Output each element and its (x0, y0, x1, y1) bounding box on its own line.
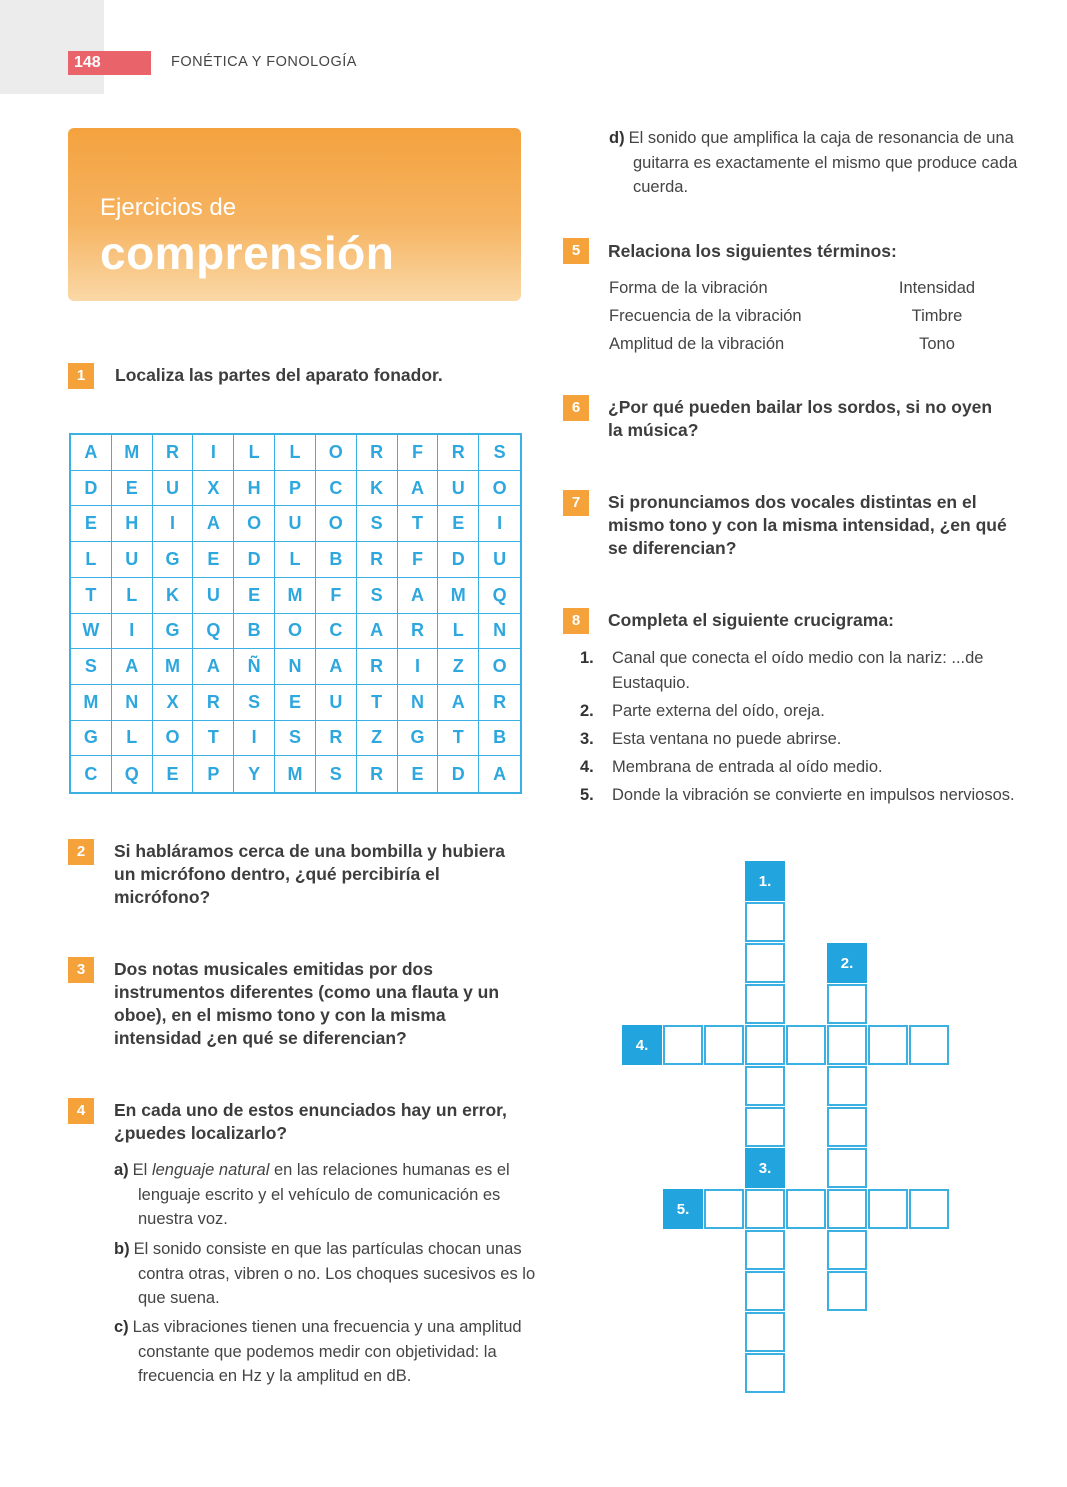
question-5-text: Relaciona los siguientes términos: (608, 241, 897, 261)
word-search-letter: O (316, 435, 357, 471)
word-search-letter: M (275, 578, 316, 614)
relate-right-item: Tono (919, 335, 955, 353)
crossword-cell[interactable] (909, 1025, 949, 1065)
crossword-cell[interactable] (745, 1025, 785, 1065)
word-search-letter: B (234, 614, 275, 650)
clue-item (580, 755, 1040, 780)
word-search-letter: G (153, 614, 194, 650)
statement-a (114, 1158, 543, 1232)
word-search-letter: F (398, 435, 439, 471)
word-search-letter: L (234, 435, 275, 471)
corner-shade (0, 0, 104, 94)
question-3-number: 3 (68, 957, 94, 983)
banner-line2: comprensión (100, 227, 395, 279)
word-search-letter: T (71, 578, 112, 614)
word-search-letter: S (234, 685, 275, 721)
clue-item (580, 783, 1040, 808)
word-search-letter: I (112, 614, 153, 650)
word-search-letter: U (275, 506, 316, 542)
crossword-cell[interactable] (786, 1189, 826, 1229)
crossword-cell[interactable] (745, 1353, 785, 1393)
crossword-cell[interactable] (786, 1025, 826, 1065)
word-search-letter: A (493, 763, 507, 784)
crossword-start-label: 4. (622, 1025, 662, 1065)
crossword-cell[interactable] (827, 984, 867, 1024)
crossword-start-label: 3. (745, 1148, 785, 1188)
relate-right-item: Intensidad (898, 279, 976, 297)
word-search-letter: I (193, 435, 234, 471)
clue-item (580, 646, 1040, 695)
word-search-letter: R (316, 721, 357, 757)
word-search-letter: M (438, 578, 479, 614)
crossword-cell[interactable] (827, 1025, 867, 1065)
statement-a-label: a) (114, 1161, 129, 1179)
word-search-letter: D (438, 542, 479, 578)
question-7-number: 7 (563, 490, 589, 516)
word-search-letter: E (153, 756, 194, 792)
word-search-letter: Q (193, 614, 234, 650)
word-search-letter: Z (357, 721, 398, 757)
word-search-letter: S (479, 435, 520, 471)
word-search-letter: G (153, 542, 194, 578)
relate-left-item: Frecuencia de la vibración (609, 307, 802, 325)
word-search-letter: R (398, 614, 439, 650)
statement-d (609, 126, 1043, 200)
statement-a-emphasis: lenguaje natural (151, 1161, 270, 1179)
word-search-letter: M (153, 649, 194, 685)
question-1-number: 1 (68, 363, 94, 389)
crossword-cell[interactable] (909, 1189, 949, 1229)
word-search-letter: A (193, 506, 234, 542)
crossword-cell[interactable] (827, 1271, 867, 1311)
word-search-letter: B (479, 721, 520, 757)
word-search-letter: R (357, 542, 398, 578)
section-title: FONÉTICA Y FONOLOGÍA (171, 54, 357, 70)
word-search-letter: K (357, 471, 398, 507)
exercise-banner (68, 128, 521, 301)
crossword-cell[interactable] (704, 1189, 744, 1229)
word-search-letter: C (316, 614, 357, 650)
question-4-number: 4 (68, 1098, 94, 1124)
word-search-letter: O (275, 614, 316, 650)
crossword-cell[interactable] (745, 1312, 785, 1352)
crossword-start-label: 5. (663, 1189, 703, 1229)
word-search-letter: U (438, 471, 479, 507)
word-search-letter: U (153, 471, 194, 507)
word-search-grid (69, 433, 522, 794)
question-5-number: 5 (563, 238, 589, 264)
statement-d-label: d) (609, 129, 625, 147)
relate-left-column (609, 274, 802, 358)
word-search-letter: O (316, 506, 357, 542)
statement-a-pre: El (132, 1161, 148, 1179)
clue-text: Esta ventana no puede abrirse. (612, 729, 842, 748)
word-search-letter: N (112, 685, 153, 721)
clue-text: Donde la vibración se convierte en impulsos nerviosos. (612, 785, 1015, 804)
word-search-letter: S (71, 649, 112, 685)
word-search-letter: L (112, 721, 153, 757)
question-8-number: 8 (563, 608, 589, 634)
word-search-letter: P (193, 756, 234, 792)
word-search-letter: S (316, 756, 357, 792)
word-search-letter: I (153, 506, 194, 542)
word-search-letter: A (316, 649, 357, 685)
word-search-letter: U (479, 542, 520, 578)
word-search-letter: A (71, 435, 112, 471)
word-search-letter: E (112, 471, 153, 507)
question-8-text: Completa el siguiente crucigrama: (608, 610, 894, 630)
word-search-letter: M (275, 756, 316, 792)
crossword-cell[interactable] (745, 1189, 785, 1229)
clue-item (580, 727, 1040, 752)
word-search-letter: E (275, 685, 316, 721)
word-search-letter: T (398, 506, 439, 542)
word-search-letter: N (479, 614, 520, 650)
word-search-letter: A (112, 649, 153, 685)
word-search-letter: C (71, 756, 112, 792)
statement-b (114, 1237, 543, 1311)
word-search-letter: M (112, 435, 153, 471)
clue-text: Canal que conecta el oído medio con la nariz: ...de Eustaquio. (612, 649, 984, 692)
word-search-letter: A (193, 649, 234, 685)
question-3-text: Dos notas musicales emitidas por dos instrumentos diferentes (como una flauta y un oboe), en el mismo tono y con la misma intensidad ¿en qué se diferencian? (114, 959, 500, 1048)
word-search-letter: I (398, 649, 439, 685)
word-search-letter: F (316, 578, 357, 614)
word-search-letter: O (479, 649, 520, 685)
crossword-start-label: 1. (745, 861, 785, 901)
word-search-letter: L (438, 614, 479, 650)
word-search-letter: L (275, 542, 316, 578)
word-search-letter: Q (479, 578, 520, 614)
word-search-letter: M (71, 685, 112, 721)
relate-right-item: Timbre (911, 307, 963, 325)
word-search-letter: T (438, 721, 479, 757)
crossword-cell[interactable] (745, 902, 785, 942)
clue-number: 5. (580, 785, 594, 804)
word-search-letter: L (275, 435, 316, 471)
word-search-letter: S (275, 721, 316, 757)
word-search-letter: A (398, 471, 439, 507)
word-search-letter: G (71, 721, 112, 757)
word-search-letter: A (438, 685, 479, 721)
word-search-letter: U (316, 685, 357, 721)
word-search-letter: Ñ (234, 649, 275, 685)
word-search-letter: Z (438, 649, 479, 685)
banner-line1: Ejercicios de (100, 194, 237, 221)
word-search-letter: A (357, 614, 398, 650)
question-7-text: Si pronunciamos dos vocales distintas en el mismo tono y con la misma intensidad, ¿en qué se diferencian? (608, 492, 1007, 558)
word-search-letter: U (112, 542, 153, 578)
word-search-letter: Y (234, 756, 275, 792)
word-search-letter: O (153, 721, 194, 757)
clue-text: Parte externa del oído, oreja. (612, 701, 825, 720)
crossword-cell[interactable] (745, 943, 785, 983)
word-search-letter: I (479, 506, 520, 542)
crossword-cell[interactable] (868, 1025, 908, 1065)
word-search-letter: P (275, 471, 316, 507)
crossword-cell[interactable] (745, 1066, 785, 1106)
word-search-letter: R (479, 685, 520, 721)
crossword-cell[interactable] (745, 1230, 785, 1270)
word-search-letter: E (234, 578, 275, 614)
crossword-cell[interactable] (704, 1025, 744, 1065)
relate-right-column (877, 274, 997, 358)
word-search-letter: S (357, 506, 398, 542)
crossword-cell[interactable] (745, 984, 785, 1024)
word-search-letter: R (193, 685, 234, 721)
clue-number: 1. (580, 649, 594, 667)
question-2-number: 2 (68, 839, 94, 865)
word-search-letter: H (112, 506, 153, 542)
word-search-letter: G (398, 721, 439, 757)
crossword-cell[interactable] (827, 1189, 867, 1229)
word-search-letter: E (71, 506, 112, 542)
question-6-text: ¿Por qué pueden bailar los sordos, si no oyen la música? (608, 397, 993, 440)
word-search-letter: D (71, 471, 112, 507)
statement-b-label: b) (114, 1240, 130, 1258)
crossword-start-label: 2. (827, 943, 867, 983)
page-number: 148 (68, 51, 151, 75)
statement-b-text: El sonido consiste en que las partículas chocan unas contra otras, vibren o no. Los choques sucesivos es lo que suena. (133, 1240, 536, 1307)
question-1-text: Localiza las partes del aparato fonador. (115, 365, 443, 385)
crossword-cell[interactable] (745, 1271, 785, 1311)
word-search-letter: C (316, 471, 357, 507)
word-search-letter: H (234, 471, 275, 507)
crossword-cell[interactable] (745, 1107, 785, 1147)
word-search-letter: W (71, 614, 112, 650)
word-search-letter: N (275, 649, 316, 685)
word-search-letter: I (234, 721, 275, 757)
word-search-letter: S (357, 578, 398, 614)
clue-text: Membrana de entrada al oído medio. (612, 757, 883, 776)
word-search-letter: L (71, 542, 112, 578)
word-search-letter: T (193, 721, 234, 757)
statement-c (114, 1315, 546, 1389)
word-search-letter: D (438, 756, 479, 792)
clue-number: 4. (580, 757, 594, 776)
word-search-letter: N (398, 685, 439, 721)
relate-left-item: Forma de la vibración (609, 279, 768, 297)
word-search-letter: X (193, 471, 234, 507)
word-search-letter: E (398, 756, 439, 792)
word-search-letter: A (398, 578, 439, 614)
word-search-letter: R (357, 649, 398, 685)
statement-a-post: en las relaciones humanas es el lenguaje escrito y el vehículo de comunicación es nuestra voz. (138, 1161, 510, 1228)
word-search-letter: R (357, 756, 398, 792)
word-search-letter: O (479, 471, 520, 507)
word-search-letter: F (398, 542, 439, 578)
word-search-letter: R (153, 435, 194, 471)
word-search-letter: D (234, 542, 275, 578)
crossword-cell[interactable] (827, 1107, 867, 1147)
clue-number: 2. (580, 701, 594, 720)
word-search-letter: R (438, 435, 479, 471)
crossword-cell[interactable] (827, 1066, 867, 1106)
clue-item (580, 699, 1040, 724)
statement-d-text: El sonido que amplifica la caja de resonancia de una guitarra es exactamente el mismo que produce cada cuerda. (628, 129, 1018, 196)
statement-c-label: c) (114, 1318, 129, 1336)
statement-c-text: Las vibraciones tienen una frecuencia y una amplitud constante que podemos medir con objetividad: la frecuencia en Hz y la amplitud en dB. (132, 1318, 522, 1385)
word-search-letter: R (357, 435, 398, 471)
crossword-cell[interactable] (827, 1148, 867, 1188)
word-search-letter: T (357, 685, 398, 721)
word-search-letter: X (153, 685, 194, 721)
crossword-cell[interactable] (827, 1230, 867, 1270)
question-6-number: 6 (563, 395, 589, 421)
word-search-letter: L (112, 578, 153, 614)
word-search-letter: O (234, 506, 275, 542)
relate-left-item: Amplitud de la vibración (609, 335, 785, 353)
word-search-letter: E (438, 506, 479, 542)
crossword-clues (580, 646, 1040, 811)
crossword-cell[interactable] (868, 1189, 908, 1229)
clue-number: 3. (580, 729, 594, 748)
crossword-cell[interactable] (663, 1025, 703, 1065)
word-search-letter: B (316, 542, 357, 578)
word-search-letter: E (193, 542, 234, 578)
question-2-text: Si habláramos cerca de una bombilla y hubiera un micrófono dentro, ¿qué percibiría el micrófono? (114, 841, 505, 907)
word-search-letter: U (193, 578, 234, 614)
question-4-text: En cada uno de estos enunciados hay un error, ¿puedes localizarlo? (114, 1100, 507, 1143)
word-search-letter: K (153, 578, 194, 614)
word-search-letter: Q (112, 756, 153, 792)
